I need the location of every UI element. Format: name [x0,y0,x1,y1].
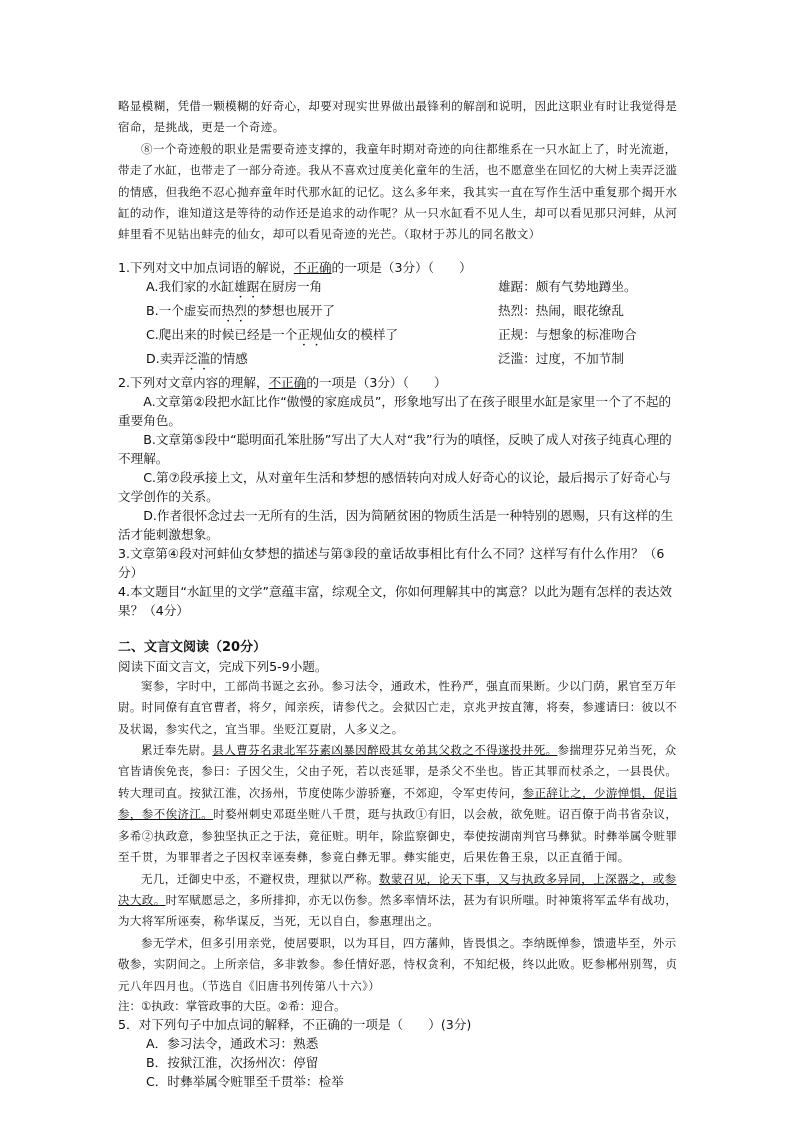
underlined-sentence: 数蒙召见，论天下事，又与执政多异同，上深器之，或参决大政。 [118,871,677,907]
option-text: C.爬出来的时候已经是一个 [146,326,298,342]
question-5-stem: 5．对下列句子中加点词的解释，不正确的一项是（ ）(3分) [118,1016,472,1032]
option-explanation: 停留 [293,1054,319,1070]
question-2-option-c: C.第⑦段承接上文，从对童年生活和梦想的感悟转向对成人好奇心的议论，最后揭示了好奇心与文学创作的关系。 [118,469,672,504]
option-text: A.我们家的水缸 [146,278,234,294]
dotted-word: 正规 [297,326,323,342]
reading-paragraph-tail: 略显模糊，凭借一颗模糊的好奇心，却要对现实世界做出最锋利的解剖和说明，因此这职业有时让我觉得是宿命，是挑战，更是一个奇迹。 [118,99,678,135]
question-2-stem [118,373,678,392]
question-1-stem-a: 1.下列对文中加点词语的解说， [118,259,294,275]
question-1-option-c [118,325,678,349]
exam-page [118,96,678,1091]
question-2-stem-emphasis: 不正确 [268,374,307,390]
question-2-option-b: B.文章第⑤段中“聪明面孔笨肚肠”写出了大人对“我”行为的嗔怪，反映了成人对孩子纯真心理的不理解。 [118,431,672,466]
question-2-stem-a: 2.下列对文章内容的理解， [118,374,269,390]
classical-paragraph-4: 参无学术，但多引用亲党，使居要职，以为耳目，四方藩帅，皆畏惧之。李纳既惮参，馈遗毕至，外示敬参，实阴间之。上所亲信，多非敦参。参任情好恶，恃权贪利，不知纪极，终以此败。贬参郴州别驾，贞元八年四月也。（节选自《旧唐书列传第八十六》） [118,935,678,993]
question-3: 3.文章第④段对河蚌仙女梦想的描述与第③段的童话故事相比有什么不同？这样写有什么作用？（6分） [118,545,665,580]
question-1-stem [118,258,678,277]
option-text: B.一个虚妄而 [146,302,222,318]
option-text: C．时彝举属令赃罪至千贯举： [146,1073,319,1089]
paragraph-text: 无几，迁御史中丞，不避权贵，理狱以严称。 [141,871,379,886]
classical-paragraph-1: 窦参，字时中，工部尚书诞之玄孙。参习法令，通政术，性矜严，强直而果断。少以门荫，累官至万年尉。时同僚有直官曹者，将夕，闻亲疾，请参代之。会狱囚亡走，京兆尹按直簿，将奏，参遽请曰：彼以不及状谒，参实代之，宜当罪。坐贬江夏尉，人多义之。 [118,678,678,736]
option-text: B．按狱江淮，次扬州次： [146,1054,294,1070]
question-2-option-a: A.文章第②段把水缸比作“傲慢的家庭成员”，形象地写出了在孩子眼里水缸是家里一个了不起的重要角色。 [118,393,672,428]
question-1-option-a [118,277,678,301]
classical-paragraph-3 [118,869,678,933]
question-1-stem-emphasis: 不正确 [293,259,332,275]
section-2-instruction: 阅读下面文言文，完成下列5-9小题。 [118,658,328,674]
question-2-stem-b: 的一项是（3分）（ ） [306,374,447,390]
option-text: D.卖弄 [146,350,185,366]
option-explanation: 热烈：热闹，眼花缭乱 [498,302,624,318]
dotted-word: 泛滥 [184,350,211,366]
question-1-stem-b: 的一项是（3分）（ ） [331,259,472,275]
annotation-note: 注：①执政：掌管政事的大臣。②希：迎合。 [118,998,346,1013]
paragraph-text: 参揣理芬兄弟当死，众官皆请俟免丧，参曰：子因父生，父由子死，若以丧延罪，是杀父不坐也。皆正其罪而杖杀之，一县畏伏。转大理司直。按狱江淮，次扬州，节度使陈少游骄蹇，不郊迎，令军吏传问， [118,743,678,800]
option-explanation: 检举 [318,1073,344,1089]
underlined-sentence: 县人曹芬名隶北军芬素凶暴因醉殴其女弟其父救之不得遂投井死。 [212,743,558,758]
option-text: 仙女的模样了 [322,326,399,342]
dotted-word: 热烈 [221,302,247,318]
option-text: 的情感 [210,350,248,366]
dotted-word: 雄踞 [233,278,260,294]
option-text: 在厨房一角 [259,278,323,294]
option-explanation: 雄踞：颇有气势地蹲坐。 [498,278,637,294]
question-2-option-d: D.作者很怀念过去一无所有的生活，因为简陋贫困的物质生活是一种特别的恩赐，只有这样的生活才能刺激想象。 [118,507,674,542]
reading-paragraph-8: ⑧一个奇迹般的职业是需要奇迹支撑的，我童年时期对奇迹的向往都维系在一只水缸上了，时光流逝，带走了水缸，也带走了一部分奇迹。我从不喜欢过度美化童年的生活，也不愿意坐在回忆的大树上卖弄泛滥的情感，但我绝不忍心抛弃童年时代那水缸的记忆。这么多年来，我其实一直在写作生活中重复那个揭开水缸的动作，谁知道这是等待的动作还是追求的动作呢？从一只水缸看不见人生，却可以看见那只河蚌，从河蚌里看不见钻出蚌壳的仙女，却可以看见奇迹的光芒。（取材于苏儿的同名散文） [118,141,678,242]
section-2-title: 二、文言文阅读（20分） [118,639,267,655]
option-text: 的梦想也展开了 [246,302,335,318]
question-5-option-c [118,1072,678,1091]
option-explanation: 泛滥：过度，不加节制 [498,350,624,366]
option-explanation: 熟悉 [293,1035,319,1051]
question-5-option-b [118,1053,678,1072]
option-explanation: 正规：与想象的标准吻合 [498,326,637,342]
question-4: 4.本文题目“水缸里的文学”意蕴丰富，综观全文，你如何理解其中的寓意？以此为题有怎样的表达效果？（4分） [118,583,673,618]
paragraph-text: 时婺州刺史邓珽坐赃八千贯，珽与执政①有旧，以会赦，欲免赃。诏百僚于尚书省杂议，多希②执政意，参独坚执正之于法，竟征赃。明年，除监察御史，奉使按湖南判官马彝狱。时彝举属令赃罪至千贯，为罪罪者之子因权幸诬奏彝，参竟白彝无罪。彝实能吏，后果佐鲁王泉，以正直循于闻。 [118,807,678,865]
underlined-sentence: 参正辞让之，少游惮惧，促诣参，参不俟济江。 [118,785,678,822]
question-1-option-b [118,301,678,325]
question-5-option-a [118,1034,678,1053]
classical-paragraph-2 [118,740,678,868]
paragraph-text: 时军赋愿忌之，多所排抑，亦无以伤参。然多率情坏法，甚为有识所嗤。时神策将军孟华有战功，为大将军所诬奏，称华谋反，当死，无以自白，参惠理出之。 [118,892,678,929]
paragraph-text: 累迁奉先尉。 [141,743,213,758]
option-text: A．参习法令，通政术习： [146,1035,294,1051]
question-1-option-d [118,349,678,373]
